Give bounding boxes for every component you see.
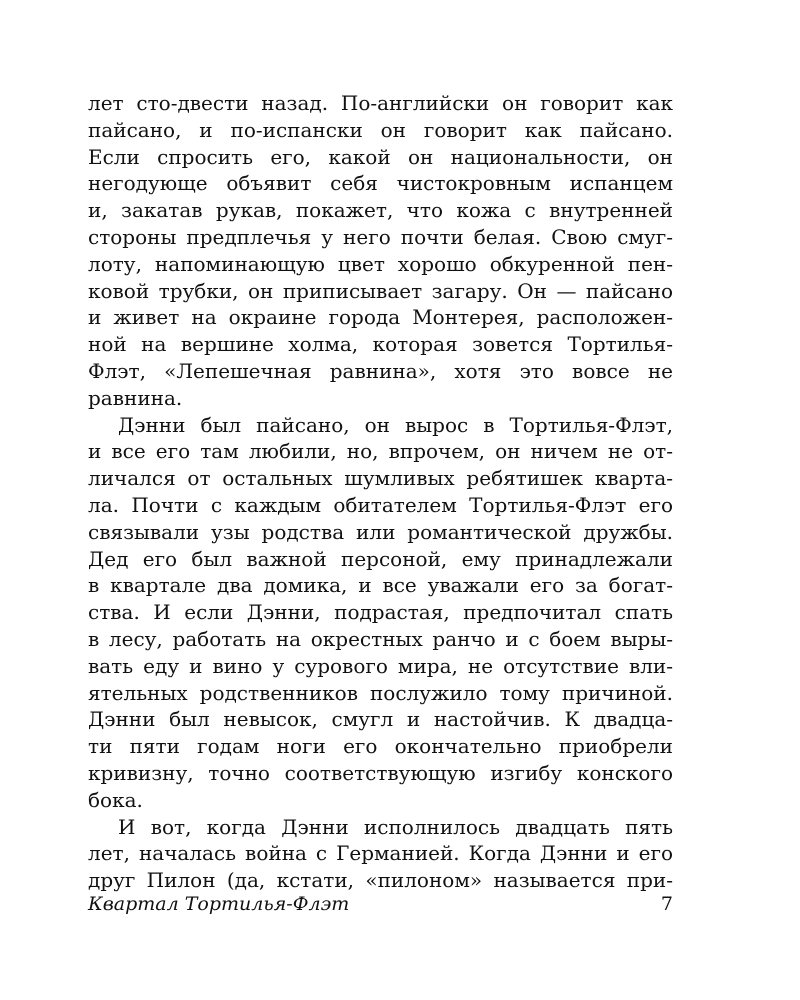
text-line: Дэнни был невысок, смугл и настойчив. К двадца- (88, 707, 673, 732)
paragraph-start-line: Дэнни был пайсано, он вырос в Тортилья-Флэт, (118, 412, 673, 437)
text-line: лоту, напоминающую цвет хорошо обкуренной пен- (88, 251, 673, 276)
text-line: негодующе объявит себя чистокровным испанцем (88, 171, 673, 196)
text-line: ятельных родственников послужило тому причиной. (88, 680, 673, 705)
page-number: 7 (660, 893, 673, 915)
text-line: связывали узы родства или романтической дружбы. (88, 519, 673, 544)
text-line: Флэт, «Лепешечная равнина», хотя это вовсе не (88, 358, 673, 383)
text-line: лет сто-двести назад. По-английски он говорит как (88, 91, 673, 115)
text-line: пайсано, и по-испански он говорит как пайсано. (88, 117, 673, 142)
running-title: Квартал Тортилья-Флэт (88, 893, 350, 915)
text-line: ства. И если Дэнни, подрастая, предпочитал спать (88, 600, 673, 625)
text-line: ти пяти годам ноги его окончательно приобрели (88, 734, 673, 759)
body-text (88, 90, 673, 894)
text-line: ной на вершине холма, которая зовется Тортилья- (88, 332, 673, 357)
text-line: личался от остальных шумливых ребятишек кварта- (88, 466, 673, 491)
text-line: стороны предплечья у него почти белая. Свою смуг- (88, 224, 673, 249)
text-line: в квартале два домика, и все уважали его за богат- (88, 573, 673, 598)
text-line: и все его там любили, но, впрочем, он ничем не от- (88, 439, 673, 464)
text-line: вать еду и вино у сурового мира, не отсутствие вли- (88, 653, 673, 678)
text-line: Дед его был важной персоной, ему принадлежали (88, 546, 673, 571)
text-line: Если спросить его, какой он национальности, он (88, 144, 673, 169)
text-line: лет, началась война с Германией. Когда Дэнни и его (88, 841, 673, 866)
text-line: кривизну, точно соответствующую изгибу конского (88, 760, 673, 785)
paragraph-start-line: И вот, когда Дэнни исполнилось двадцать пять (118, 814, 673, 839)
text-line: друг Пилон (да, кстати, «пилоном» называется при- (88, 868, 673, 893)
text-line: в лесу, работать на окрестных ранчо и с боем выры- (88, 626, 673, 651)
text-line: бока. (88, 787, 143, 812)
page-footer (88, 890, 673, 918)
text-line: и, закатав рукав, покажет, что кожа с внутренней (88, 198, 673, 223)
text-line: ковой трубки, он приписывает загару. Он — пайсано (88, 278, 673, 303)
text-line: равнина. (88, 385, 183, 410)
text-line: и живет на окраине города Монтерея, расположен- (88, 305, 673, 330)
text-line: ла. Почти с каждым обитателем Тортилья-Флэт его (88, 492, 673, 517)
